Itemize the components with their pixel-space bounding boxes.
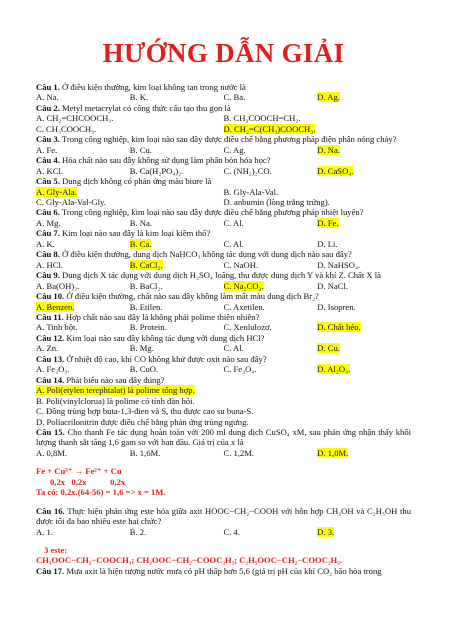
- option-c: C. 4.: [223, 526, 240, 537]
- question-number: Câu 14.: [36, 374, 65, 385]
- option-a-answer: A. Benzen.: [36, 301, 75, 312]
- option-c: C. NaOH.: [223, 259, 259, 270]
- option-c: C. Đồng trùng hợp buta-1,3-đien và S, thu được cao su buna-S.: [36, 406, 254, 417]
- option-d-answer: D. 3.: [317, 526, 335, 537]
- option-d: D. anbumin (lòng trắng trứng).: [223, 196, 330, 207]
- option-b: B. CuO.: [129, 364, 159, 375]
- question-number: Câu 17.: [36, 565, 65, 576]
- options-14-b: [36, 396, 411, 406]
- options-12: [36, 343, 411, 353]
- option-a: A. Fe.: [36, 144, 58, 155]
- question-text: Dung dịch không có phản ứng màu biure là: [62, 176, 212, 187]
- option-d-answer: D. Al₂O₃.: [317, 364, 351, 375]
- question-text: Trong công nghiệp, kim loại nào sau đây được điều chế bằng phương pháp điện phân nóng chảy?: [61, 134, 397, 145]
- question-text: Trong công nghiệp, kim loại nào sau đây được điều chế bằng phương pháp nhiệt luyện?: [61, 207, 364, 218]
- question-15: [36, 427, 411, 448]
- options-8: [36, 260, 411, 270]
- options-4: [36, 166, 411, 176]
- question-number: Câu 12.: [36, 332, 65, 343]
- question-text: Hóa chất nào sau đây không sử dụng làm phân bón hóa học?: [62, 155, 271, 166]
- option-d-answer: D. CH₂=C(CH₃)COOCH₃.: [223, 123, 316, 134]
- option-d-answer: D. CaSO₄.: [317, 165, 354, 176]
- option-b: B. Na.: [129, 217, 152, 228]
- option-d: D. Li.: [317, 238, 338, 249]
- option-a: A. HCl.: [36, 259, 63, 270]
- question-number: Câu 5.: [36, 176, 60, 187]
- question-number: Câu 7.: [36, 228, 60, 239]
- option-b: B. Mg.: [129, 343, 154, 354]
- option-d: D. Isopren.: [317, 301, 356, 312]
- option-c-answer: C. Na₂CO₃.: [223, 280, 264, 291]
- question-number: Câu 16.: [36, 505, 65, 516]
- question-number: Câu 13.: [36, 353, 65, 364]
- question-text: Mưa axit là hiện tượng nước mưa có pH thấp hơn 5,6 (giá trị pH của khí CO₂ bão hòa trong: [66, 565, 382, 576]
- option-a: A. 1.: [36, 526, 53, 537]
- question-11: [36, 312, 411, 322]
- options-14-a: [36, 385, 411, 395]
- option-a: A. CH₂=CHCOOCH₃.: [36, 113, 114, 124]
- question-number: Câu 8.: [36, 249, 60, 260]
- options-14-c: [36, 406, 411, 416]
- option-c: C. 1,2M.: [223, 447, 255, 458]
- question-text: Ở điều kiện thường, chất nào sau đây không làm mất màu dung dịch Br₂?: [66, 291, 319, 302]
- option-a-answer: A. Poli(etylen terephtalat) là polime tổng hợp.: [36, 385, 195, 396]
- question-number: Câu 11.: [36, 311, 64, 322]
- option-b: B. 1,6M.: [129, 447, 161, 458]
- option-c: C. Gly-Ala-Val-Gly.: [36, 196, 106, 207]
- option-c: C. Al.: [223, 238, 244, 249]
- option-b: B. 2.: [129, 526, 147, 537]
- option-d-answer: D. 1,0M.: [317, 447, 349, 458]
- option-a: A. 0,8M.: [36, 447, 68, 458]
- options-10: [36, 302, 411, 312]
- option-b: B. BaCl₂.: [129, 280, 163, 291]
- question-9: [36, 270, 411, 280]
- spacer: [36, 458, 411, 466]
- question-text: Ở điều kiện thường, kim loại không tan trong nước là: [62, 82, 246, 92]
- spacer: [36, 498, 411, 506]
- solution-15-moles: 0,2x 0,2x 0,2x: [50, 476, 126, 487]
- question-number: Câu 4.: [36, 155, 60, 166]
- question-16: [36, 506, 411, 527]
- solution-15-result: Ta có: 0,2x.(64-56) = 1,6 => x = 1M.: [36, 487, 166, 498]
- options-5: [36, 187, 411, 197]
- question-number: Câu 3.: [36, 134, 60, 145]
- options-16: [36, 527, 411, 537]
- option-d-answer: D. Chất béo.: [317, 322, 361, 333]
- option-c: C. Ag.: [223, 144, 246, 155]
- question-7: [36, 228, 411, 238]
- question-number: Câu 15.: [36, 426, 65, 437]
- option-a: A. Na.: [36, 92, 59, 103]
- question-14: [36, 375, 411, 385]
- option-c: C. Ba.: [223, 92, 246, 103]
- question-text: Hợp chất nào sau đây là không phải polime thiên nhiên?: [65, 311, 260, 322]
- question-4: [36, 155, 411, 165]
- options-7: [36, 239, 411, 249]
- options-13: [36, 364, 411, 374]
- options-11: [36, 322, 411, 332]
- option-c: C. Fe₃O₄.: [223, 364, 257, 375]
- question-text: Ở nhiệt độ cao, khí CO không khử được oxit nào sau đây?: [66, 353, 267, 364]
- question-5: [36, 176, 411, 186]
- question-text: Cho thanh Fe tác dụng hoàn toàn với 200 ml dung dịch CuSO₄ xM, sau phản ứng nhận thấy khối lượng thanh sắt tăng 1,6 gam so với ban đầu. Giá trị của x là: [36, 426, 411, 448]
- option-d-answer: D. Fe.: [317, 217, 339, 228]
- option-d: D. NaHSO₄.: [317, 259, 361, 270]
- page-title: HƯỚNG DẪN GIẢI: [102, 38, 345, 68]
- options-15: [36, 448, 411, 458]
- question-list: [36, 82, 411, 576]
- options-2-row2: [36, 124, 411, 134]
- question-2: [36, 103, 411, 113]
- question-text: Kim loại nào sau đây không tác dụng với dung dịch HCl?: [66, 332, 265, 343]
- options-1: [36, 92, 411, 102]
- option-d-answer: D. Cu.: [317, 343, 340, 354]
- question-text: Phát biểu nào sau đây đúng?: [66, 374, 165, 385]
- option-c: C. Al.: [223, 217, 244, 228]
- question-8: [36, 249, 411, 259]
- options-14-d: [36, 417, 411, 427]
- option-a: A. Mg.: [36, 217, 61, 228]
- question-number: Câu 9.: [36, 270, 60, 281]
- option-a: A. Tinh bột.: [36, 322, 78, 333]
- options-6: [36, 218, 411, 228]
- option-d-answer: D. Na.: [317, 144, 340, 155]
- option-b-answer: B. Ca.: [129, 238, 152, 249]
- option-c: C. (NH₂)₂CO.: [223, 165, 272, 176]
- option-b: B. Protein.: [129, 322, 167, 333]
- option-b: B. Etilen.: [129, 301, 163, 312]
- question-text: Dung dịch X tác dụng với dung dịch H₂SO₄ loãng, thu được dung dịch Y và khí Z. Chất X là: [62, 270, 381, 281]
- option-c: C. Al.: [223, 343, 244, 354]
- question-10: [36, 291, 411, 301]
- solution-16-title: 3 este:: [44, 545, 68, 556]
- option-c: C. Xenlulozơ.: [223, 322, 272, 333]
- option-b: B. CH₃COOCH=CH₂.: [223, 113, 301, 124]
- option-d-answer: D. Ag.: [317, 92, 340, 103]
- option-a: A. Zn.: [36, 343, 59, 354]
- solution-16-esters: CH₃OOC−CH₂−COOCH₃; CH₃OOC−CH₂−COOC₂H₅; C₂H₅OOC−CH₂−COOC₂H₅.: [36, 555, 342, 566]
- option-b-answer: B. CaCl₂.: [129, 259, 163, 270]
- question-1: [36, 82, 411, 92]
- question-text: Metyl metacrylat có công thức cấu tạo thu gọn là: [62, 102, 231, 113]
- question-text: Ở điều kiện thường, dung dịch NaHCO₃ không tác dụng với dung dịch nào sau đây?: [62, 249, 352, 260]
- spacer: [36, 537, 411, 545]
- option-c: C. Axetilen.: [223, 301, 265, 312]
- option-b: B. K.: [129, 92, 149, 103]
- options-9: [36, 281, 411, 291]
- question-12: [36, 333, 411, 343]
- question-number: Câu 10.: [36, 291, 65, 302]
- option-b: B. Ca(H₂PO₄)₂.: [129, 165, 184, 176]
- question-number: Câu 6.: [36, 207, 60, 218]
- option-d: D. Poliacrilonitrin được điều chế bằng phản ứng trùng ngưng.: [36, 416, 249, 427]
- options-3: [36, 145, 411, 155]
- question-13: [36, 354, 411, 364]
- solution-15-reaction: Fe + Cu²⁺ → Fe²⁺ + Cu: [36, 466, 122, 477]
- option-a: A. KCl.: [36, 165, 63, 176]
- question-text: Kim loại nào sau đây là kim loại kiềm thổ?: [62, 228, 211, 239]
- question-number: Câu 1.: [36, 82, 60, 92]
- option-a: A. Fe₂O₃.: [36, 364, 70, 375]
- options-2: [36, 113, 411, 123]
- question-17: [36, 566, 411, 576]
- question-3: [36, 134, 411, 144]
- option-d: D. NaCl.: [317, 280, 349, 291]
- option-a: A. Ba(OH)₂.: [36, 280, 80, 291]
- question-number: Câu 2.: [36, 102, 60, 113]
- option-b: B. Cu.: [129, 144, 152, 155]
- options-5-row2: [36, 197, 411, 207]
- question-6: [36, 207, 411, 217]
- option-b: B. Gly-Ala-Val.: [223, 186, 279, 197]
- option-b: B. Poli(vinylclorua) là polime có tính đàn hồi.: [36, 395, 195, 406]
- option-a: A. K.: [36, 238, 55, 249]
- option-c: C. CH₃COOCH₃.: [36, 123, 97, 134]
- question-text: Thực hiện phản ứng este hóa giữa axit HOOC−CH₂−COOH với hỗn hợp CH₃OH và C₂H₅OH thu được tối đa bao nhiêu este hai chức?: [36, 505, 411, 527]
- option-a-answer: A. Gly-Ala.: [36, 186, 77, 197]
